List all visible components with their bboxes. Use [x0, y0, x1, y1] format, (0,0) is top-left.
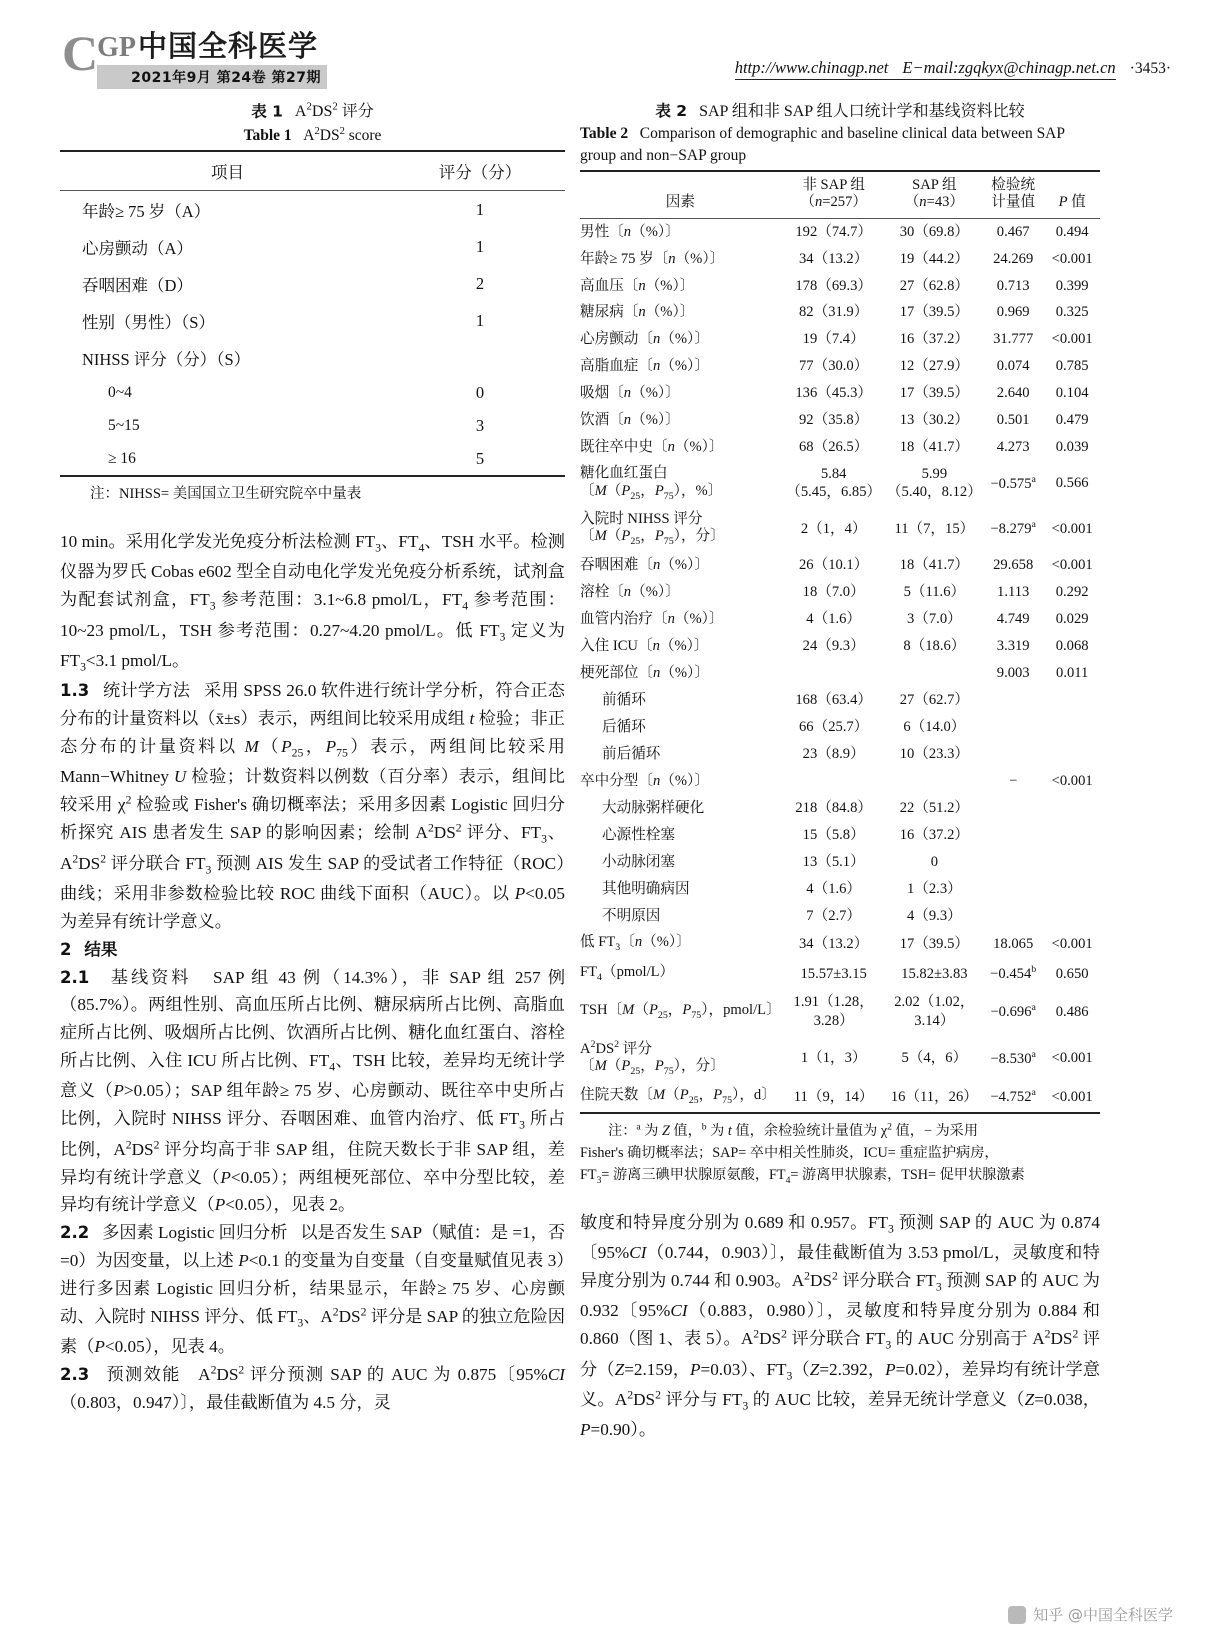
table2-cell-nonsap: 24（9.3）	[802, 637, 865, 654]
table-row	[60, 409, 565, 442]
section-number-2: 2	[60, 939, 72, 959]
table2-cell-statistic: 18.065	[993, 935, 1034, 952]
table2-header-sap-n: （n=43）	[904, 194, 965, 211]
section-number-2-1: 2.1	[60, 967, 90, 987]
table-row	[60, 302, 565, 339]
table1-cell-score: 1	[475, 236, 485, 256]
table1-cell-score: 0	[475, 382, 485, 402]
table2-cell-nonsap: 192（74.7）	[795, 223, 872, 240]
table2-cell-sap: 2.02（1.02，3.14）	[894, 994, 975, 1030]
table2-cell-factor: $FT_4(pmol/L)$	[580, 964, 675, 984]
table-row	[580, 434, 1100, 461]
table2-cell-factor: 住院天数〔$M(P_{25}$，$P_{75}$），d〕	[580, 1087, 776, 1107]
section-number-2-2: 2.2	[60, 1223, 90, 1243]
table2-cell-nonsap: 11（9，14）	[793, 1088, 874, 1105]
table2-cell-statistic: 29.658	[993, 556, 1034, 573]
table2-cell-nonsap: 68（26.5）	[799, 439, 869, 456]
table-row	[580, 660, 1100, 687]
table2-cell-nonsap: 4（1.6）	[806, 880, 862, 897]
table2-cell-nonsap: 2（1，4）	[800, 520, 867, 537]
table2-cell-sap: 12（27.9）	[899, 358, 970, 375]
table2-cell-sap	[887, 660, 982, 687]
table2-cell-pvalue	[1044, 714, 1100, 741]
masthead	[0, 0, 1211, 100]
table2-cell-sap: 6（14.0）	[903, 718, 966, 735]
table2-cell-nonsap: 136（45.3）	[795, 385, 872, 402]
table2-cell-pvalue: <0.001	[1051, 772, 1093, 789]
table2-cell-factor: 后循环	[602, 718, 646, 735]
table2-cell-factor: 男性〔n（%）〕	[580, 223, 680, 240]
table-row	[580, 714, 1100, 741]
table2-cell-nonsap: 5.84 （5.45，6.85）	[786, 466, 882, 500]
table2-cell-sap: 16（11，26）	[890, 1088, 978, 1105]
table2-cell-sap: 22（51.2）	[899, 799, 970, 816]
table2-header-nonsap-n: （n=257）	[800, 194, 867, 211]
table2-note	[580, 1120, 1100, 1189]
table-row	[580, 687, 1100, 714]
section-number-1-3: 1.3	[60, 681, 90, 701]
table2-cell-factor: 饮酒〔n（%）〕	[580, 412, 680, 429]
table2-cell-nonsap: 4（1.6）	[806, 610, 862, 627]
table2-cell-pvalue	[1044, 903, 1100, 930]
table-row	[580, 1082, 1100, 1113]
table2-cell-nonsap: 19（7.4）	[802, 331, 865, 348]
table2-note-line2: Fisher's 确切概率法；SAP= 卒中相关性肺炎，ICU= 重症监护病房，	[580, 1144, 999, 1161]
table2-cell-sap: 17（39.5）	[899, 304, 970, 321]
table2-cell-pvalue: <0.001	[1051, 250, 1093, 267]
table2-cell-sap: 27（62.7）	[899, 691, 970, 708]
table2-cell-nonsap: 77（30.0）	[799, 358, 869, 375]
table2-cell-statistic	[982, 822, 1044, 849]
paragraph-prediction-continued: 敏度和特异度分别为 0.689 和 0.957。$FT_3$ 预测 SAP 的 AUC 为 0.874〔95%CI（0.744，0.903）〕，最佳截断值为 3.53 pmol/L，灵敏度和特异度分别为 0.744 和 0.903。$A^2DS^2$ 评分联合 $FT_3$ 预测 SAP 的 AUC 为 0.932〔95%CI（0.883，0.980）〕，灵敏度和特异度分别为 0.884 和 0.860（图 1、表 5）。$A^2DS^2$ 评分联合 $FT_3$ 的 AUC 分别高于 $A^2DS^2$ 评分（Z=2.159，P=0.03）、$FT_3(Z=2.392$，P=0.02），差异均有统计学意义。$A^2DS^2$ 评分与 $FT_3$ 的 AUC 比较，差异无统计学意义（Z=0.038，P=0.90）。	[580, 1212, 1100, 1440]
heading-section-2	[60, 936, 565, 964]
table2-cell-factor: 小动脉闭塞	[602, 853, 675, 870]
table2-title-en: Comparison of demographic and baseline clinical data between SAP group and non−SAP group	[580, 125, 1065, 164]
table2-cell-statistic: 0.969	[996, 304, 1030, 321]
table2-cell-statistic	[982, 687, 1044, 714]
table-row	[580, 903, 1100, 930]
table2-cell-factor: 高血压〔n（%）〕	[580, 277, 695, 294]
table1-cell-item: 5~15	[108, 416, 140, 434]
table2-cell-pvalue: <0.001	[1051, 935, 1093, 952]
table-row	[580, 959, 1100, 989]
table1-header-score: 评分（分）	[395, 151, 565, 191]
table2-cell-pvalue: <0.001	[1051, 556, 1093, 573]
table-row	[580, 795, 1100, 822]
paragraph-prediction	[60, 1361, 565, 1417]
section-title-2-1: 基线资料	[110, 967, 192, 987]
table2-cell-sap: 16（37.2）	[899, 826, 970, 843]
section-body-2-3: $A^2DS^2$ 评分预测 SAP 的 AUC 为 0.875〔95%CI（0.803，0.947）〕，最佳截断值为 4.5 分，灵	[60, 1363, 565, 1412]
table2-cell-statistic	[982, 714, 1044, 741]
table2-cell-statistic: 0.074	[996, 358, 1030, 375]
table2-cell-nonsap: 15.57±3.15	[800, 965, 867, 982]
table2-cell-statistic: 4.749	[996, 610, 1030, 627]
masthead-right	[735, 58, 1171, 80]
table2-cell-statistic: 1.113	[997, 583, 1030, 600]
table2-cell-nonsap: 1.91（1.28，3.28）	[793, 994, 874, 1030]
table2-cell-statistic: −0.696$^a$	[990, 1002, 1036, 1020]
table1-cell-score: 1	[475, 199, 485, 219]
table-row	[60, 228, 565, 265]
table2-cell-sap: 10（23.3）	[899, 745, 970, 762]
table2-cell-nonsap: 178（69.3）	[795, 277, 872, 294]
table2-cell-factor: 既往卒中史〔n（%）〕	[580, 439, 724, 456]
table-row	[580, 380, 1100, 407]
journal-links	[735, 58, 1116, 80]
table2-cell-pvalue: 0.068	[1055, 637, 1089, 654]
table2-cell-sap: 27（62.8）	[899, 277, 970, 294]
table2-cell-statistic	[982, 903, 1044, 930]
table2-cell-nonsap: 1（1，3）	[800, 1050, 867, 1067]
table2-cell-pvalue: 0.399	[1055, 277, 1089, 294]
table2-cell-factor: 高脂血症〔n（%）〕	[580, 358, 709, 375]
table1-note: 注：NIHSS= 美国国立卫生研究院卒中量表	[90, 486, 362, 503]
section-title-1-3: 统计学方法	[102, 681, 191, 701]
table2-cell-pvalue: 0.566	[1055, 475, 1089, 492]
watermark-logo-icon	[1008, 1606, 1026, 1624]
table2-cell-sap: 18（41.7）	[899, 439, 970, 456]
table-row	[580, 822, 1100, 849]
table2-cell-sap: 5（11.6）	[903, 583, 966, 600]
watermark	[1008, 1604, 1173, 1625]
table2-cell-sap: 17（39.5）	[899, 385, 970, 402]
table1-cell-item: NIHSS 评分（分）（S）	[82, 349, 251, 369]
table2-cell-pvalue	[1044, 822, 1100, 849]
table2-cell-pvalue: 0.104	[1055, 385, 1089, 402]
table2-cell-sap: 1（2.3）	[906, 880, 962, 897]
section-title-2: 结果	[84, 939, 118, 959]
table1-cell-score: 1	[475, 310, 485, 330]
table2-cell-pvalue: 0.029	[1055, 610, 1089, 627]
table2-cell-pvalue: 0.011	[1056, 664, 1089, 681]
table2-label-en: Table 2	[580, 125, 629, 143]
table-row	[580, 876, 1100, 903]
table-row	[60, 376, 565, 409]
table-row	[580, 218, 1100, 245]
table-row	[580, 929, 1100, 959]
table2-cell-sap: 30（69.8）	[899, 223, 970, 240]
paragraph-statistics	[60, 677, 565, 935]
table2-cell-statistic: 9.003	[996, 664, 1030, 681]
table2-cell-statistic: −0.575$^a$	[990, 474, 1036, 492]
table2-cell-sap: 5.99 （5.40，8.12）	[886, 466, 982, 500]
table1-caption	[60, 100, 565, 147]
table2	[580, 170, 1100, 1114]
table-row	[580, 849, 1100, 876]
table-row	[580, 273, 1100, 300]
table2-cell-factor: 糖尿病〔n（%）〕	[580, 304, 695, 321]
table2-cell-nonsap: 34（13.2）	[799, 935, 869, 952]
table1	[60, 150, 565, 477]
table2-note-line3: $FT_3=$ 游离三碘甲状腺原氨酸，$FT_4=$ 游离甲状腺素，TSH= 促甲状腺激素	[580, 1166, 1025, 1186]
table2-note-line1: 注：$^a$ 为 Z 值，$^b$ 为 t 值，余检验统计量值为 $\chi^2$ 值，− 为采用	[608, 1121, 979, 1139]
table2-cell-statistic	[982, 876, 1044, 903]
table-row	[60, 339, 565, 376]
table2-cell-nonsap	[781, 660, 887, 687]
table2-cell-statistic: −0.454$^b$	[990, 964, 1037, 983]
table2-cell-statistic: −4.752$^a$	[990, 1087, 1036, 1106]
table1-cell-item: 年龄≥ 75 岁（A）	[82, 201, 211, 221]
table-row	[580, 606, 1100, 633]
logo-c-letter: C	[62, 25, 97, 81]
table-row	[580, 299, 1100, 326]
table2-cell-pvalue: 0.494	[1055, 223, 1089, 240]
section-body-2-2: 以是否发生 SAP（赋值：是 =1，否 =0）为因变量，以上述 P<0.1 的变量为自变量（自变量赋值见表 3）进行多因素 Logistic 回归分析，结果显示，年龄≥ 75 岁、心房颤动、入院时 NIHSS 评分、低 $FT_3$、$A^2DS^2$ 评分是 SAP 的独立危险因素（P<0.05），见表 4。	[60, 1223, 566, 1357]
table2-cell-statistic: −8.530$^a$	[990, 1048, 1036, 1067]
table1-cell-item: 性别（男性）（S）	[82, 312, 215, 332]
right-column	[580, 100, 1100, 1444]
table2-cell-nonsap: 26（10.1）	[799, 556, 869, 573]
table2-cell-factor: $A^2DS^2$ 评分 〔$M(P_{25}$，$P_{75}$），分〕	[580, 1039, 725, 1078]
table2-cell-statistic: −	[1009, 772, 1018, 789]
section-title-2-2: 多因素 Logistic 回归分析	[102, 1223, 288, 1243]
table-row	[580, 326, 1100, 353]
table-row	[580, 768, 1100, 795]
table2-cell-sap: 11（7，15）	[894, 520, 975, 537]
table2-header-factor: 因素	[580, 171, 781, 219]
table1-title-en: $A^2DS^2$ score	[303, 125, 382, 144]
table2-cell-factor: 溶栓〔n（%）〕	[580, 583, 680, 600]
table2-cell-factor: 年龄≥ 75 岁〔n（%）〕	[580, 250, 725, 267]
table1-cell-score: 5	[475, 448, 485, 468]
table2-cell-factor: 糖化血红蛋白 〔$M(P_{25}$，$P_{75}$），%〕	[580, 465, 723, 502]
paragraph-logistic	[60, 1219, 565, 1361]
section-body-1-3: 采用 SPSS 26.0 软件进行统计学分析，符合正态分布的计量资料以（x̄±s）表示，两组间比较采用成组 t 检验；非正态分布的计量资料以 $M(P_{25}$，$P_{75}$）表示，两组间比较采用 Mann−Whitney U 检验；计数资料以例数（百分率）表示，组间比较采用 $\chi^2$ 检验或 Fisher's 确切概率法；采用多因素 Logistic 回归分析探究 AIS 患者发生 SAP 的影响因素；绘制 $A^2DS^2$ 评分、$FT_3$、$A^2DS^2$ 评分联合 $FT_3$ 预测 AIS 发生 SAP 的受试者工作特征（ROC）曲线；采用非参数检验比较 ROC 曲线下面积（AUC）。以 P<0.05 为差异有统计学意义。	[60, 681, 565, 931]
paragraph-methods-detection: 10 min。采用化学发光免疫分析法检测 $FT_3$、$FT_4$、TSH 水平。检测仪器为罗氏 Cobas e602 型全自动电化学发光免疫分析系统，试剂盒为配套试剂盒，$FT_3$ 参考范围：3.1~6.8 pmol/L，$FT_4$ 参考范围：10~23 pmol/L，TSH 参考范围：0.27~4.20 pmol/L。低 $FT_3$ 定义为 $FT_3<3.1$ pmol/L。	[60, 531, 565, 674]
table1-cell-score	[395, 339, 565, 376]
table2-header-sap: SAP 组 （n=43）	[887, 171, 982, 219]
table2-cell-factor: 吞咽困难〔n（%）〕	[580, 556, 709, 573]
table2-cell-pvalue: 0.292	[1055, 583, 1089, 600]
table2-cell-nonsap: 18（7.0）	[802, 583, 865, 600]
table2-cell-sap: 15.82±3.83	[901, 965, 968, 982]
table1-cell-score: 3	[475, 415, 485, 435]
table-row	[580, 461, 1100, 506]
table2-cell-factor: 心房颤动〔n（%）〕	[580, 331, 709, 348]
table-row	[60, 191, 565, 229]
table-row	[580, 507, 1100, 552]
table2-cell-nonsap: 218（84.8）	[795, 799, 872, 816]
logo-issue-banner: 2021年9月 第24卷 第27期	[97, 65, 327, 89]
table2-header-nonsap: 非 SAP 组 （n=257）	[781, 171, 887, 219]
table2-cell-sap: 4（9.3）	[906, 907, 962, 924]
table2-cell-sap: 17（39.5）	[899, 935, 970, 952]
watermark-text: 知乎 @中国全科医学	[1033, 1606, 1173, 1624]
table2-cell-sap: 13（30.2）	[899, 412, 970, 429]
table2-cell-nonsap: 15（5.8）	[802, 826, 865, 843]
table-row	[580, 989, 1100, 1035]
table2-cell-pvalue	[1044, 876, 1100, 903]
table-row	[580, 552, 1100, 579]
table2-cell-pvalue	[1044, 795, 1100, 822]
table-row	[580, 633, 1100, 660]
table2-cell-factor: 吸烟〔n（%）〕	[580, 385, 680, 402]
table1-cell-item: 0~4	[108, 383, 132, 401]
table2-cell-pvalue: <0.001	[1051, 520, 1093, 537]
table2-cell-pvalue: <0.001	[1051, 331, 1093, 348]
table2-cell-sap: 5（4，6）	[901, 1050, 968, 1067]
table1-label-en: Table 1	[243, 126, 292, 144]
table2-cell-statistic: −8.279$^a$	[990, 519, 1036, 538]
table-row	[580, 1035, 1100, 1082]
table2-cell-nonsap: 168（63.4）	[795, 691, 872, 708]
table2-cell-nonsap: 66（25.7）	[799, 718, 869, 735]
table1-cell-score: 2	[475, 273, 485, 293]
left-column	[60, 100, 565, 1417]
paragraph-baseline	[60, 964, 565, 1220]
table1-label-zh: 表 1	[251, 102, 283, 121]
table2-cell-nonsap: 23（8.9）	[802, 745, 865, 762]
table1-body	[60, 191, 565, 477]
table2-cell-statistic: 0.467	[996, 223, 1030, 240]
journal-email: E−mail:zgqkyx@chinagp.net.cn	[902, 58, 1116, 77]
table2-cell-factor: 卒中分型〔n（%）〕	[580, 772, 709, 789]
logo-chinese-title: 中国全科医学	[138, 29, 319, 63]
table1-header-item: 项目	[60, 151, 395, 191]
table2-cell-factor: 低 $FT_3$〔n（%）〕	[580, 934, 691, 954]
table2-cell-sap: 18（41.7）	[899, 556, 970, 573]
table2-cell-statistic: 31.777	[993, 331, 1034, 348]
table1-cell-item: 吞咽困难（D）	[82, 275, 193, 295]
table2-cell-sap: 16（37.2）	[899, 331, 970, 348]
table2-cell-pvalue: <0.001	[1051, 1050, 1093, 1067]
table2-cell-factor: TSH〔$M(P_{25}$，$P_{75}$），pmol/L〕	[580, 1002, 781, 1022]
section-number-2-3: 2.3	[60, 1365, 90, 1385]
table-row	[580, 579, 1100, 606]
table2-cell-pvalue: 0.785	[1055, 358, 1089, 375]
table2-cell-sap: 3（7.0）	[906, 610, 962, 627]
table2-cell-statistic: 3.319	[996, 637, 1030, 654]
table-row	[580, 407, 1100, 434]
table2-cell-statistic	[982, 795, 1044, 822]
table2-cell-pvalue: 0.039	[1055, 439, 1089, 456]
table2-cell-factor: 不明原因	[602, 907, 661, 924]
table-row	[60, 265, 565, 302]
table-row	[580, 353, 1100, 380]
table2-cell-sap: 0	[930, 853, 938, 870]
table2-cell-statistic	[982, 741, 1044, 768]
table2-cell-nonsap: 82（31.9）	[799, 304, 869, 321]
table2-cell-pvalue	[1044, 741, 1100, 768]
table1-cell-item: ≥ 16	[108, 449, 136, 467]
table2-cell-sap: 8（18.6）	[903, 637, 966, 654]
table1-cell-item: 心房颤动（A）	[82, 238, 193, 258]
table2-cell-pvalue: <0.001	[1051, 1088, 1093, 1105]
table2-cell-pvalue: 0.325	[1055, 304, 1089, 321]
table2-cell-factor: 心源性栓塞	[602, 826, 675, 843]
table2-cell-factor: 前循环	[602, 691, 646, 708]
table-row	[580, 741, 1100, 768]
table2-cell-factor: 入住 ICU〔n（%）〕	[580, 637, 709, 654]
table2-cell-sap: 19（44.2）	[899, 250, 970, 267]
table2-header-statistic: 检验统 计量值	[982, 171, 1044, 219]
table2-cell-statistic	[982, 849, 1044, 876]
table2-cell-factor: 入院时 NIHSS 评分 〔$M(P_{25}$，$P_{75}$），分〕	[580, 510, 725, 547]
table-row	[60, 442, 565, 476]
logo-gp-text: GP	[97, 32, 136, 63]
table2-cell-pvalue: 0.479	[1055, 412, 1089, 429]
table2-cell-nonsap: 34（13.2）	[799, 250, 869, 267]
table2-cell-nonsap: 92（35.8）	[799, 412, 869, 429]
table2-cell-pvalue: 0.650	[1055, 965, 1089, 982]
table2-cell-pvalue	[1044, 849, 1100, 876]
table2-header-p: P 值	[1044, 171, 1100, 219]
table2-cell-pvalue	[1044, 687, 1100, 714]
journal-logo	[62, 25, 327, 89]
journal-url: http://www.chinagp.net	[734, 58, 889, 77]
table2-cell-factor: 血管内治疗〔n（%）〕	[580, 610, 724, 627]
table2-cell-statistic: 2.640	[996, 385, 1030, 402]
table1-title-zh: $A^2DS^2$ 评分	[294, 101, 374, 121]
table2-cell-statistic: 24.269	[993, 250, 1034, 267]
table2-cell-factor: 其他明确病因	[602, 880, 690, 897]
table2-cell-statistic: 0.501	[996, 412, 1030, 429]
table2-cell-nonsap	[781, 768, 887, 795]
table2-cell-nonsap: 13（5.1）	[802, 853, 865, 870]
table2-caption	[580, 100, 1100, 167]
table2-body	[580, 218, 1100, 1113]
table2-title-zh: SAP 组和非 SAP 组人口统计学和基线资料比较	[699, 103, 1025, 120]
table2-cell-nonsap: 7（2.7）	[806, 907, 862, 924]
table2-cell-factor: 大动脉粥样硬化	[602, 799, 705, 816]
table2-cell-factor: 梗死部位〔n（%）〕	[580, 664, 709, 681]
table2-cell-pvalue: 0.486	[1055, 1003, 1089, 1020]
section-title-2-3: 预测效能	[106, 1365, 181, 1385]
table2-cell-statistic: 4.273	[996, 439, 1030, 456]
table2-cell-sap	[887, 768, 982, 795]
table2-cell-factor: 前后循环	[602, 745, 661, 762]
section-body-2-1: SAP 组 43 例（14.3%），非 SAP 组 257 例（85.7%）。两组性别、高血压所占比例、糖尿病所占比例、高脂血症所占比例、吸烟所占比例、饮酒所占比例、糖化血红蛋白、溶栓所占比例、入住 ICU 所占比例、$FT_4$、TSH 比较，差异均无统计学意义（P>0.05）；SAP 组年龄≥ 75 岁、心房颤动、既往卒中史所占比例，入院时 NIHSS 评分、吞咽困难、血管内治疗、低 $FT_3$ 所占比例，$A^2DS^2$ 评分均高于非 SAP 组，住院天数长于非 SAP 组，差异均有统计学意义（P<0.05）；两组梗死部位、卒中分型比较，差异均有统计学意义（P<0.05），见表 2。	[60, 967, 566, 1215]
table2-cell-statistic: 0.713	[996, 277, 1030, 294]
page-number: ·3453·	[1129, 60, 1171, 77]
table-row	[580, 246, 1100, 273]
table2-label-zh: 表 2	[655, 102, 688, 120]
